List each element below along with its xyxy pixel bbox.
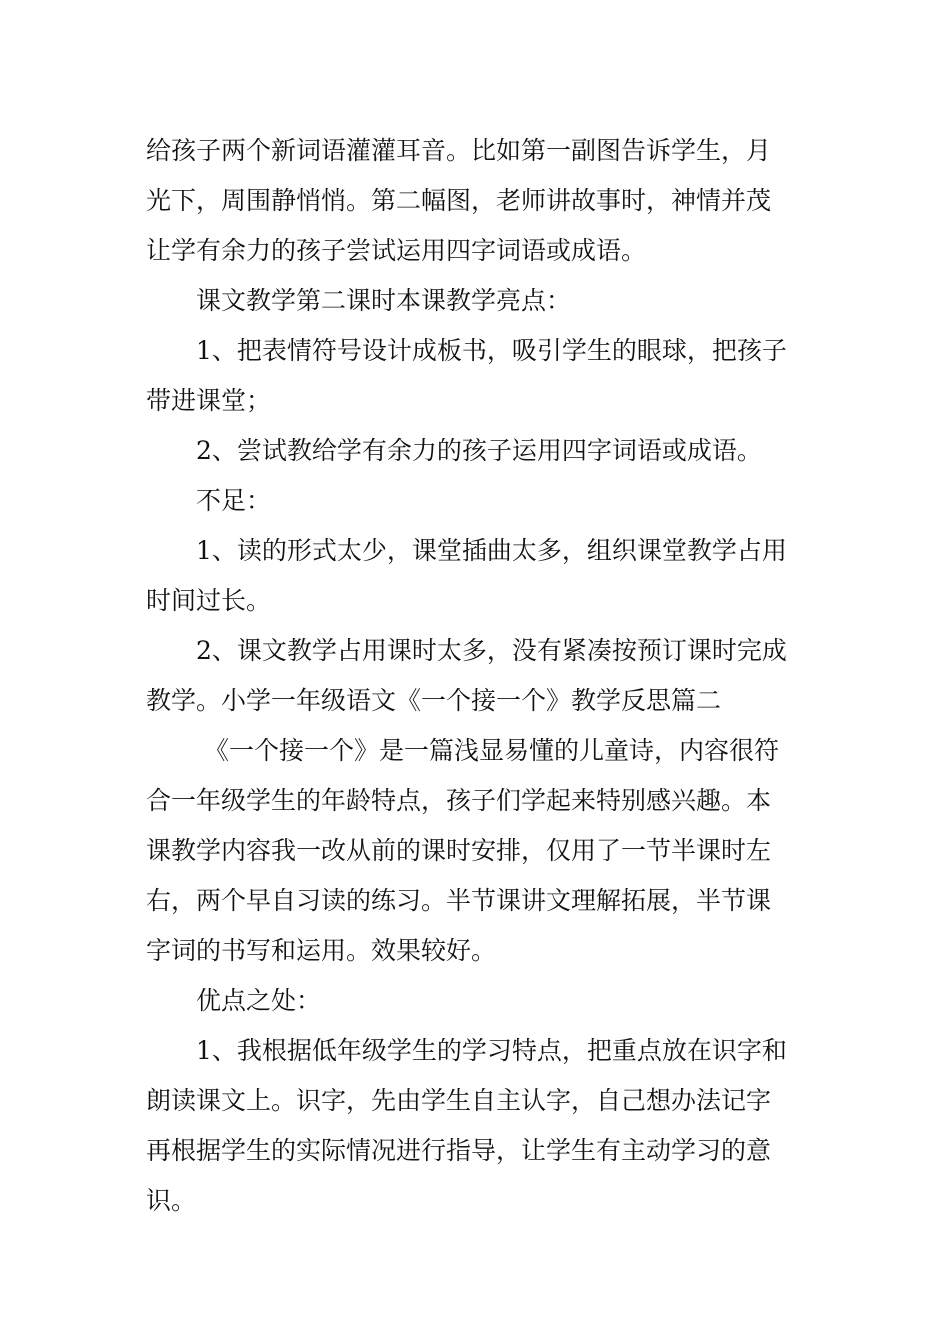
section-heading: 优点之处： [196,986,322,1015]
text-line: 课教学内容我一改从前的课时安排，仅用了一节半课时左 [146,836,772,865]
section-heading: 课文教学第二课时本课教学亮点： [196,286,572,315]
text-line: 1、我根据低年级学生的学习特点，把重点放在识字和 [196,1036,787,1065]
text-line: 带进课堂； [146,386,272,415]
text-line: 《一个接一个》是一篇浅显易懂的儿童诗，内容很符 [204,736,780,765]
document-body [146,126,826,1226]
text-line: 时间过长。 [146,586,272,615]
text-line: 合一年级学生的年龄特点，孩子们学起来特别感兴趣。本 [146,786,772,815]
text-line: 2、尝试教给学有余力的孩子运用四字词语或成语。 [196,436,762,465]
text-line: 识。 [146,1186,197,1215]
text-line: 朗读课文上。识字，先由学生自主认字，自己想办法记字 [146,1086,772,1115]
text-line: 右，两个早自习读的练习。半节课讲文理解拓展，半节课 [146,886,772,915]
text-line: 2、课文教学占用课时太多，没有紧凑按预订课时完成 [196,636,787,665]
text-line: 字词的书写和运用。效果较好。 [146,936,497,965]
text-line: 再根据学生的实际情况进行指导，让学生有主动学习的意 [146,1136,772,1165]
text-line: 让学有余力的孩子尝试运用四字词语或成语。 [146,236,647,265]
text-line: 教学。小学一年级语文《一个接一个》教学反思篇二 [146,686,722,715]
text-line: 1、把表情符号设计成板书，吸引学生的眼球，把孩子 [196,336,787,365]
text-line: 给孩子两个新词语灌灌耳音。比如第一副图告诉学生，月 [146,136,772,165]
text-line: 1、读的形式太少，课堂插曲太多，组织课堂教学占用 [196,536,787,565]
text-line: 光下，周围静悄悄。第二幅图，老师讲故事时，神情并茂 [146,186,772,215]
section-heading: 不足： [196,486,272,515]
